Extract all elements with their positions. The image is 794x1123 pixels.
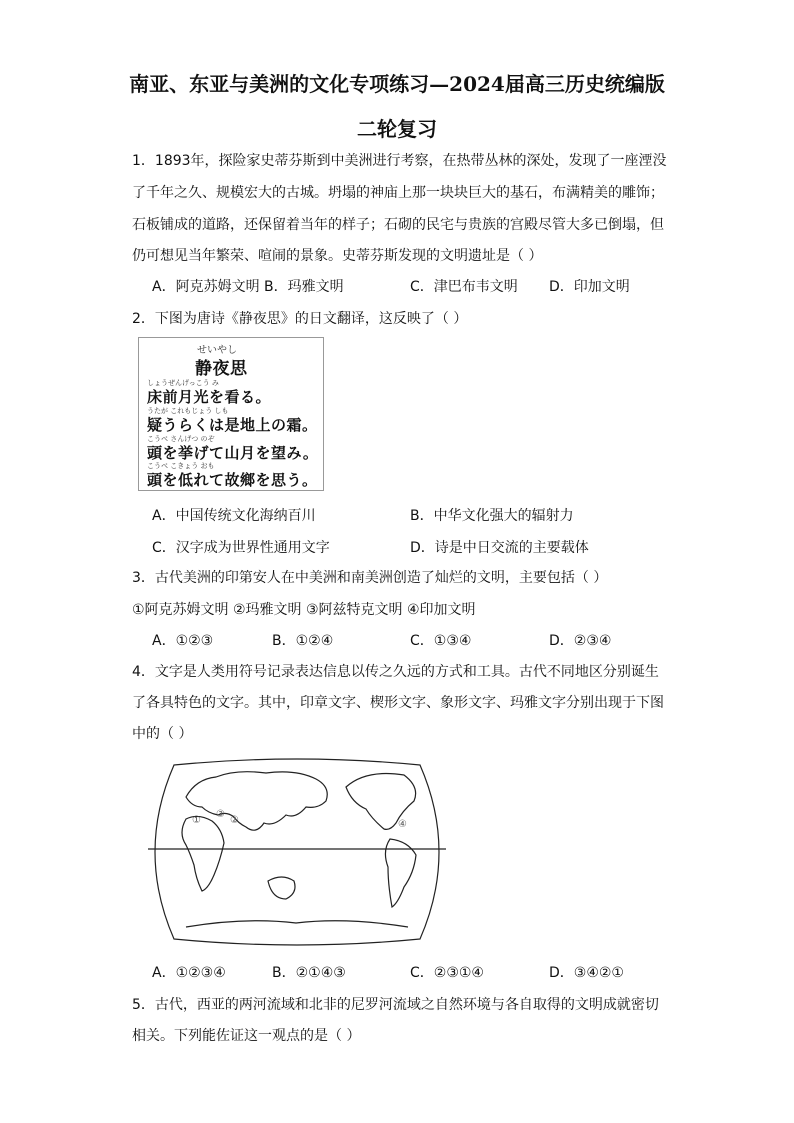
poem-ruby-4: こうべ こきょう おも: [147, 462, 215, 470]
poem-title: 静夜思: [195, 359, 248, 379]
q3-stem: 3．古代美洲的印第安人在中美洲和南美洲创造了灿烂的文明，主要包括（ ）: [132, 570, 608, 586]
q2-option-a[interactable]: A．中国传统文化海纳百川: [152, 508, 316, 524]
q3-option-c[interactable]: C．①③④: [410, 633, 472, 649]
q4-line-3: 中的（ ）: [132, 726, 193, 742]
q1-line-4: 仍可想见当年繁荣、喧闹的景象。史蒂芬斯发现的文明遗址是（ ）: [132, 248, 543, 264]
africa-shape: [182, 816, 224, 891]
q1-option-c[interactable]: C．津巴布韦文明: [410, 279, 518, 295]
poem-line-1: 床前月光を看る。: [147, 388, 272, 406]
world-map: [146, 757, 448, 947]
q4-line-1: 4．文字是人类用符号记录表达信息以传之久远的方式和工具。古代不同地区分别诞生: [132, 664, 659, 680]
map-label-1: ①: [192, 815, 201, 826]
antarctica-shape: [186, 921, 408, 927]
q2-option-c[interactable]: C．汉字成为世界性通用文字: [152, 540, 330, 556]
q1-option-a[interactable]: A．阿克苏姆文明: [152, 279, 260, 295]
poem-ruby-2: うたが これもじょう しも: [147, 407, 229, 415]
q4-option-c[interactable]: C．②③①④: [410, 965, 484, 981]
eurasia-shape: [186, 772, 327, 831]
poem-ruby-1: しょうぜんげっこう み: [147, 379, 219, 387]
q1-line-2: 了千年之久、规模宏大的古城。坍塌的神庙上那一块块巨大的基石，布满精美的雕饰；: [132, 185, 664, 201]
q1-option-b[interactable]: B．玛雅文明: [264, 279, 344, 295]
q1-option-d[interactable]: D．印加文明: [549, 279, 630, 295]
map-label-4: ④: [398, 819, 407, 830]
poem-line-2: 疑うらくは是地上の霜。: [147, 416, 318, 434]
q2-option-b[interactable]: B．中华文化强大的辐射力: [410, 508, 574, 524]
q2-option-d[interactable]: D．诗是中日交流的主要载体: [410, 540, 589, 556]
australia-shape: [268, 877, 295, 899]
q4-option-b[interactable]: B．②①④③: [272, 965, 346, 981]
q1-line-3: 石板铺成的道路，还保留着当年的样子；石砌的民宅与贵族的宫殿尽管大多已倒塌，但: [132, 217, 664, 233]
document-title-line1: 南亚、东亚与美洲的文化专项练习—2024届高三历史统编版: [129, 72, 665, 96]
map-label-3: ③: [216, 809, 225, 820]
poem-line-4: 頭を低れて故鄉を思う。: [147, 471, 318, 489]
map-label-2: ②: [230, 815, 239, 826]
poem-line-3: 頭を挙げて山月を望み。: [147, 444, 319, 462]
q3-option-b[interactable]: B．①②④: [272, 633, 334, 649]
q4-option-d[interactable]: D．③④②①: [549, 965, 624, 981]
document-title-line2: 二轮复习: [357, 117, 437, 141]
q2-stem: 2．下图为唐诗《静夜思》的日文翻译，这反映了（ ）: [132, 311, 468, 327]
map-outline: [155, 759, 439, 945]
q3-items: ①阿克苏姆文明 ②玛雅文明 ③阿兹特克文明 ④印加文明: [132, 602, 476, 618]
q5-line-2: 相关。下列能佐证这一观点的是（ ）: [132, 1028, 361, 1044]
q5-line-1: 5．古代，西亚的两河流域和北非的尼罗河流域之自然环境与各自取得的文明成就密切: [132, 997, 659, 1013]
poem-title-ruby: せいやし: [197, 345, 237, 356]
q3-option-a[interactable]: A．①②③: [152, 633, 214, 649]
poem-image: [138, 337, 324, 491]
q4-option-a[interactable]: A．①②③④: [152, 965, 226, 981]
q3-option-d[interactable]: D．②③④: [549, 633, 612, 649]
q1-line-1: 1．1893年，探险家史蒂芬斯到中美洲进行考察，在热带丛林的深处，发现了一座湮没: [132, 153, 667, 169]
poem-ruby-3: こうべ さんげつ のぞ: [147, 435, 215, 443]
q4-line-2: 了各具特色的文字。其中，印章文字、楔形文字、象形文字、玛雅文字分别出现于下图: [132, 695, 664, 711]
